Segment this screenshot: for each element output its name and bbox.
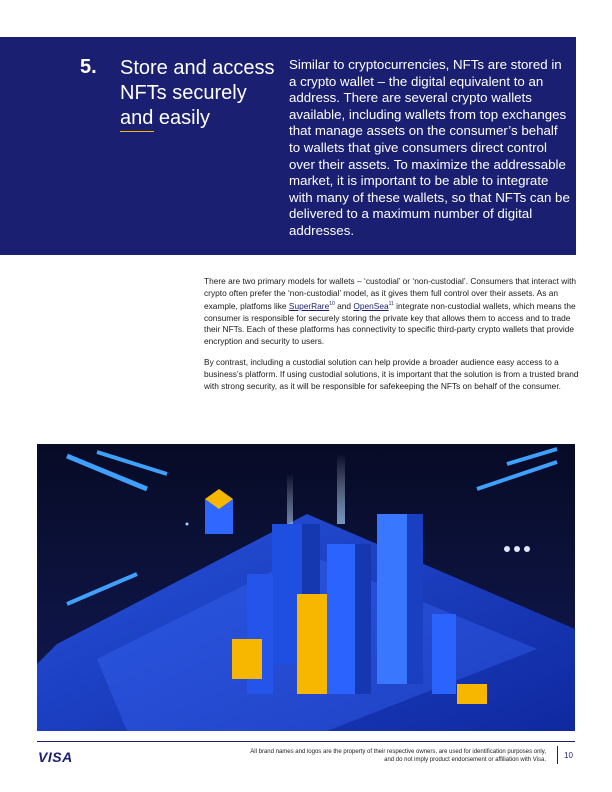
title-underline — [120, 131, 154, 132]
superrare-link[interactable]: SuperRare — [288, 300, 330, 311]
footnote-ref-11[interactable]: 11 — [388, 301, 394, 308]
paragraph-wallet-models: There are two primary models for wallets – ‘custodial’ or ‘non-custodial’. Consumers that interact with crypto often prefer the ‘non-custodial’ model, as it gives them full control over their assets. As an example, platfoms like SuperRare$^{10}$ and OpenSea$^{11}$ integrate non-custodial wallets, which means the consumer is responsible for securely storing the private key that allows them to access and to trade their NFTs. Each of these platforms has connectivity to specific third-party crypto wallets that provide encryption and security to users. — [204, 276, 577, 346]
body-text — [204, 276, 586, 402]
visa-logo: VISA — [38, 749, 73, 765]
page-number: 10 — [564, 751, 573, 760]
footnote-ref-10[interactable]: 10 — [329, 301, 335, 308]
section-number: 5. — [80, 56, 97, 78]
opensea-link[interactable]: OpenSea — [353, 300, 389, 311]
section-title: Store and access NFTs securely and easily — [120, 57, 275, 129]
paragraph-custodial: By contrast, including a custodial solution can help provide a broader audience easy access to a business’s platform. If using custodial solutions, it is important that the solution is from a trusted brand with strong security, as it will be responsible for safekeeping the NFTs on behalf of the consumer. — [204, 357, 579, 391]
page-number-separator — [557, 746, 558, 764]
footer-disclaimer: All brand names and logos are the property of their respective owners, are used for identification purposes only, and do not imply product endorsement or affiliation with Visa. — [250, 749, 546, 763]
nft-city-illustration — [37, 444, 575, 731]
footer-divider — [37, 741, 575, 742]
section-intro: Similar to cryptocurrencies, NFTs are stored in a crypto wallet – the digital equivalent to an address. There are several crypto wallets available, including wallets from top exchanges that manage assets on the consumer’s behalf to wallets that give consumers direct control over their assets. To maximize the addressable market, it is important to be able to integrate with many of these wallets, so that NFTs can be delivered to a maximum number of digital addresses. — [289, 57, 570, 238]
illustration-graphic — [37, 444, 575, 731]
